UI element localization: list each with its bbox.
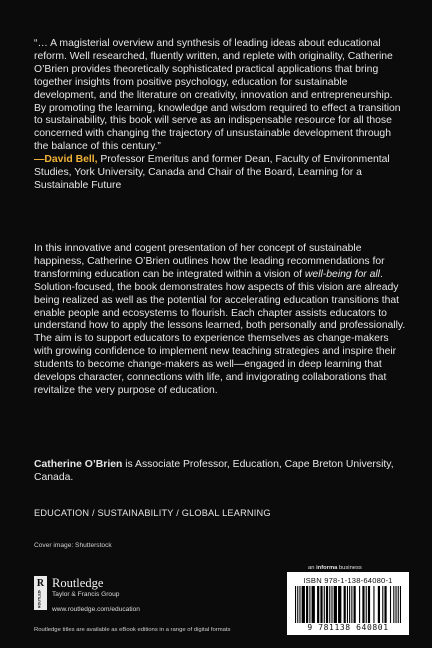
description-part-1: In this innovative and cogent presentation of her concept of sustainable happiness, Catherine O’Brien outlines how the leading recommendations for transforming education can be integrated within a vision of <box>34 243 385 280</box>
description-part-2: . Solution-focused, the book demonstrates how aspects of this vision are already being realized as well as the potential for accelerating education transitions that enable people and ecosystems to flourish. Each chapter assists educators to understand how to apply the lessons learned, both personally and professionally. The aim is to support educators to experience themselves as change-makers with growing confidence to implement new teaching strategies and inspire their students to become change-makers as well—engaged in deep learning that develops character, connections with life, and invigorating collaborations that revitalize the very purpose of education. <box>34 268 406 396</box>
barcode-bar <box>299 586 300 623</box>
attribution-name: —David Bell, <box>34 154 98 166</box>
barcode-digits: 9 781138 640801 <box>307 623 389 632</box>
publisher-logo <box>34 576 184 612</box>
barcode-bar <box>329 586 330 623</box>
barcode-bar <box>317 586 319 623</box>
quote-attribution <box>34 154 404 193</box>
logo-vertical-text-svg <box>35 590 46 609</box>
barcode-bar <box>338 586 341 623</box>
author-bio <box>34 459 406 485</box>
description-italic: well-being for all <box>304 268 380 280</box>
barcode-bar <box>344 586 346 623</box>
book-description <box>34 243 406 398</box>
endorsement-quote <box>34 38 404 193</box>
subject-categories: EDUCATION / SUSTAINABILITY / GLOBAL LEARNING <box>34 508 271 518</box>
barcode-bar <box>312 586 315 623</box>
barcode-bar <box>326 586 328 623</box>
publisher-group: Taylor & Francis Group <box>52 591 120 598</box>
logo-mark-vertical-text <box>35 590 46 609</box>
barcode-bar <box>306 586 308 623</box>
barcode-bar <box>368 586 370 623</box>
publisher-name: Routledge <box>52 576 104 590</box>
barcode-bar <box>297 586 298 623</box>
barcode-bar <box>384 586 386 623</box>
routledge-mark-icon <box>34 576 47 610</box>
informa-bold: informa <box>316 565 338 571</box>
barcode-bar <box>347 586 348 623</box>
barcode-bar <box>331 586 332 623</box>
barcode-bar <box>309 586 310 623</box>
ebook-note: Routledge titles are available as eBook editions in a range of digital formats <box>34 627 231 633</box>
barcode-bar <box>351 586 352 623</box>
barcode-bar <box>320 586 322 623</box>
isbn-label: ISBN 978-1-138-64080-1 <box>303 576 393 585</box>
barcode-bar <box>398 586 399 623</box>
publisher-url[interactable]: www.routledge.com/education <box>52 606 140 613</box>
barcode-bar <box>349 586 350 623</box>
quote-text: “… A magisterial overview and synthesis of leading ideas about educational reform. Well researched, fluently written, and replete with originality, Catherine O’Brien provides theoretically sophisticated practical applications that bring together insights from positive psychology, education for sustainable development, and the literature on creativity, innovation and entrepreneurship. By promoting the learning, knowledge and wisdom required to effect a transition to sustainability, this book will serve as an indispensable resource for all those concerned with changing the trajectory of unsustainable development through the balance of this century.” <box>34 38 401 153</box>
informa-label <box>308 565 362 571</box>
description-paragraph <box>34 243 406 398</box>
barcode-bar <box>302 586 305 623</box>
barcode-bar <box>373 586 374 623</box>
barcode-bar <box>366 586 367 623</box>
svg-text:ROUTLEDGE: ROUTLEDGE <box>37 590 42 608</box>
barcode-bar <box>395 586 396 623</box>
author-bio-text: is Associate Professor, Education, Cape Breton University, Canada. <box>34 459 394 483</box>
informa-suffix: business <box>337 565 362 571</box>
barcode-bar <box>324 586 325 623</box>
barcode-bar <box>378 586 380 623</box>
isbn-barcode <box>287 572 409 635</box>
barcode-bar <box>393 586 394 623</box>
barcode-bar <box>334 586 337 623</box>
barcode-bar <box>362 586 364 623</box>
author-name: Catherine O’Brien <box>34 459 123 470</box>
attribution-details: Professor Emeritus and former Dean, Faculty of Environmental Studies, York University, Canada and Chair of the Board, Learning for a Sustainable Future <box>34 154 390 191</box>
informa-prefix: an <box>308 565 317 571</box>
barcode-bar <box>400 586 401 623</box>
barcode-icon <box>293 586 403 623</box>
barcode-bar <box>354 586 356 623</box>
barcode-bar <box>390 586 391 623</box>
barcode-bar <box>295 586 296 623</box>
barcode-bar <box>382 586 383 623</box>
barcode-bar <box>359 586 360 623</box>
cover-credit: Cover image: Shutterstock <box>34 542 112 549</box>
logo-mark-letter: R <box>36 578 45 589</box>
